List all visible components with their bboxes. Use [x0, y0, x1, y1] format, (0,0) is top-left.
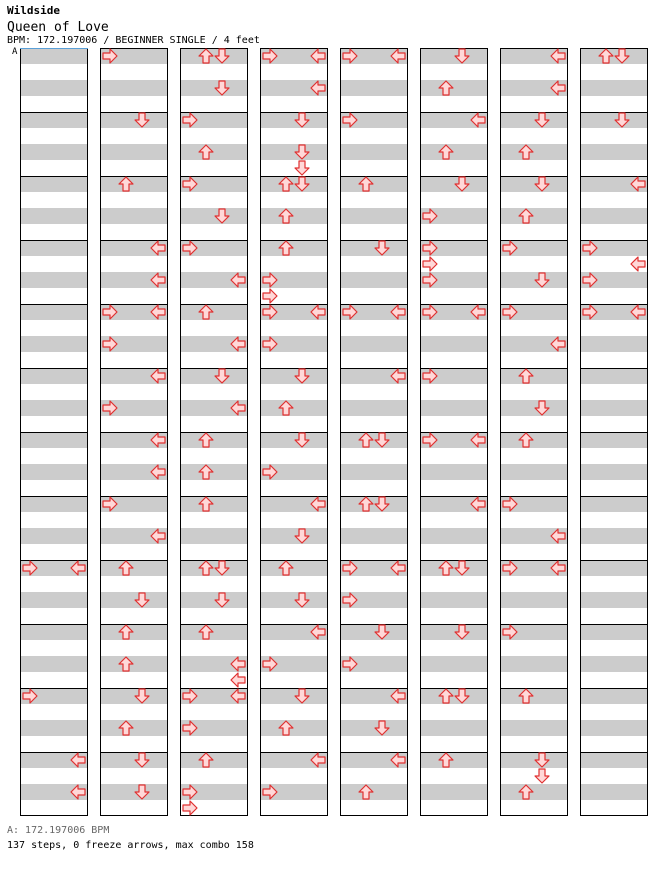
- beat-stripe: [420, 720, 488, 736]
- beat-stripe: [20, 336, 88, 352]
- beat-stripe: [260, 720, 328, 736]
- bpm-legend: A: 172.197006 BPM: [7, 825, 110, 836]
- beat-stripe: [500, 592, 568, 608]
- beat-stripe: [340, 624, 408, 640]
- beat-stripe: [580, 496, 648, 512]
- beat-stripe: [420, 80, 488, 96]
- beat-stripe: [180, 144, 248, 160]
- beat-stripe: [500, 112, 568, 128]
- beat-stripe: [20, 176, 88, 192]
- beat-stripe: [100, 624, 168, 640]
- beat-stripe: [340, 80, 408, 96]
- beat-stripe: [100, 752, 168, 768]
- beat-stripe: [100, 112, 168, 128]
- song-title: Wildside: [7, 4, 60, 17]
- beat-stripe: [20, 656, 88, 672]
- beat-stripe: [100, 592, 168, 608]
- beat-stripe: [180, 368, 248, 384]
- beat-stripe: [100, 144, 168, 160]
- beat-stripe: [340, 176, 408, 192]
- beat-stripe: [500, 752, 568, 768]
- beat-stripe: [580, 400, 648, 416]
- beat-stripe: [580, 720, 648, 736]
- beat-stripe: [580, 208, 648, 224]
- beat-stripe: [580, 144, 648, 160]
- beat-stripe: [500, 144, 568, 160]
- beat-stripe: [20, 144, 88, 160]
- beat-stripe: [420, 48, 488, 64]
- step-stats: 137 steps, 0 freeze arrows, max combo 158: [7, 840, 254, 851]
- beat-stripe: [580, 752, 648, 768]
- beat-stripe: [500, 432, 568, 448]
- beat-stripe: [260, 112, 328, 128]
- beat-stripe: [580, 336, 648, 352]
- beat-stripe: [180, 80, 248, 96]
- beat-stripe: [500, 208, 568, 224]
- beat-stripe: [100, 784, 168, 800]
- chart-info: BPM: 172.197006 / BEGINNER SINGLE / 4 feet: [7, 35, 260, 46]
- beat-stripe: [420, 400, 488, 416]
- chart-column-4: [260, 48, 328, 816]
- beat-stripe: [180, 48, 248, 64]
- beat-stripe: [20, 272, 88, 288]
- beat-stripe: [340, 496, 408, 512]
- beat-stripe: [580, 464, 648, 480]
- beat-stripe: [20, 80, 88, 96]
- beat-stripe: [420, 144, 488, 160]
- beat-stripe: [20, 720, 88, 736]
- beat-stripe: [20, 304, 88, 320]
- beat-stripe: [420, 464, 488, 480]
- song-artist: Queen of Love: [7, 20, 109, 35]
- beat-stripe: [260, 400, 328, 416]
- beat-stripe: [20, 432, 88, 448]
- beat-stripe: [180, 528, 248, 544]
- beat-stripe: [180, 432, 248, 448]
- beat-stripe: [340, 208, 408, 224]
- beat-stripe: [260, 432, 328, 448]
- beat-stripe: [340, 240, 408, 256]
- beat-stripe: [500, 720, 568, 736]
- beat-stripe: [580, 592, 648, 608]
- chart-column-2: [100, 48, 168, 816]
- beat-stripe: [500, 688, 568, 704]
- beat-stripe: [500, 368, 568, 384]
- chart-column-6: [420, 48, 488, 816]
- beat-stripe: [20, 624, 88, 640]
- beat-stripe: [580, 48, 648, 64]
- beat-stripe: [500, 272, 568, 288]
- beat-stripe: [260, 144, 328, 160]
- beat-stripe: [180, 496, 248, 512]
- beat-stripe: [420, 656, 488, 672]
- beat-stripe: [20, 240, 88, 256]
- chart-column-7: [500, 48, 568, 816]
- beat-stripe: [580, 80, 648, 96]
- beat-stripe: [180, 304, 248, 320]
- beat-stripe: [340, 144, 408, 160]
- beat-stripe: [580, 688, 648, 704]
- beat-stripe: [500, 784, 568, 800]
- beat-stripe: [420, 560, 488, 576]
- beat-stripe: [180, 592, 248, 608]
- beat-stripe: [580, 656, 648, 672]
- beat-stripe: [420, 336, 488, 352]
- beat-stripe: [20, 112, 88, 128]
- beat-stripe: [340, 432, 408, 448]
- beat-stripe: [580, 528, 648, 544]
- beat-stripe: [580, 112, 648, 128]
- beat-stripe: [260, 176, 328, 192]
- beat-stripe: [580, 432, 648, 448]
- beat-stripe: [260, 368, 328, 384]
- beat-stripe: [420, 624, 488, 640]
- beat-stripe: [260, 688, 328, 704]
- beat-stripe: [420, 176, 488, 192]
- beat-stripe: [100, 208, 168, 224]
- chart-column-3: [180, 48, 248, 816]
- beat-stripe: [340, 784, 408, 800]
- beat-stripe: [180, 208, 248, 224]
- beat-stripe: [420, 592, 488, 608]
- beat-stripe: [260, 528, 328, 544]
- beat-stripe: [340, 400, 408, 416]
- beat-stripe: [580, 368, 648, 384]
- beat-stripe: [420, 752, 488, 768]
- beat-stripe: [20, 528, 88, 544]
- beat-stripe: [420, 784, 488, 800]
- beat-stripe: [260, 240, 328, 256]
- beat-stripe: [20, 368, 88, 384]
- chart-column-1: [20, 48, 88, 816]
- beat-stripe: [100, 656, 168, 672]
- beat-stripe: [20, 464, 88, 480]
- beat-stripe: [340, 720, 408, 736]
- beat-stripe: [20, 592, 88, 608]
- beat-stripe: [420, 688, 488, 704]
- beat-stripe: [340, 272, 408, 288]
- chart-column-8: [580, 48, 648, 816]
- beat-stripe: [180, 752, 248, 768]
- beat-stripe: [100, 688, 168, 704]
- beat-stripe: [580, 624, 648, 640]
- beat-stripe: [100, 80, 168, 96]
- beat-stripe: [500, 656, 568, 672]
- beat-stripe: [500, 176, 568, 192]
- beat-stripe: [260, 592, 328, 608]
- beat-stripe: [340, 528, 408, 544]
- beat-stripe: [260, 208, 328, 224]
- beat-stripe: [580, 784, 648, 800]
- beat-stripe: [20, 48, 88, 64]
- beat-stripe: [580, 560, 648, 576]
- beat-stripe: [180, 560, 248, 576]
- beat-stripe: [100, 176, 168, 192]
- beat-stripe: [180, 624, 248, 640]
- beat-stripe: [500, 400, 568, 416]
- beat-stripe: [20, 208, 88, 224]
- beat-stripe: [100, 720, 168, 736]
- beat-stripe: [340, 336, 408, 352]
- beat-stripe: [340, 464, 408, 480]
- beat-stripe: [180, 464, 248, 480]
- beat-stripe: [20, 400, 88, 416]
- beat-stripe: [100, 560, 168, 576]
- beat-stripe: [500, 464, 568, 480]
- beat-stripe: [420, 528, 488, 544]
- bpm-marker-label: A: [12, 47, 18, 57]
- beat-stripe: [260, 560, 328, 576]
- beat-stripe: [20, 496, 88, 512]
- chart-column-5: [340, 48, 408, 816]
